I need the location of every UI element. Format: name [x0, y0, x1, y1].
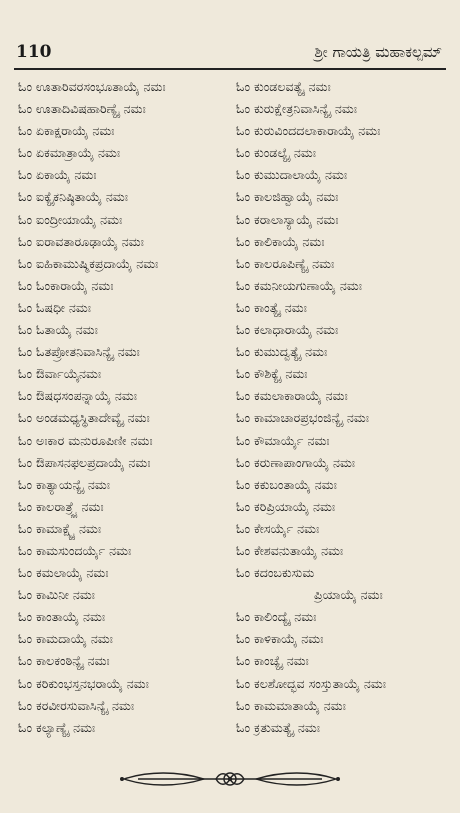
ornament-divider-icon — [118, 768, 342, 790]
right-list-item: ಓಂ ಕೇಸರ್ಯೈ ನಮಃ — [236, 520, 320, 536]
left-list-item: ಓಂ ಏಕಮಾತ್ರಾಯೈ ನಮಃ — [18, 145, 121, 161]
right-list-item: ಓಂ ಕುಮುದ್ವತ್ಯೈ ನಮಃ — [236, 344, 328, 360]
right-list-item: ಓಂ ಕುರುಕ್ಷೇತ್ರನಿವಾಸಿನ್ಯೈ ನಮಃ — [236, 101, 358, 117]
left-list-item: ಓಂ ಓಂಕಾರಾಯೈ ನಮಃ — [18, 277, 114, 293]
right-list-item: ಓಂ ಕಲಶೋದ್ಭವ ಸಂಸ್ತುತಾಯೈ ನಮಃ — [236, 675, 386, 691]
left-list-item: ಓಂ ಏಕಾಯೈ ನಮಃ — [18, 167, 97, 183]
left-list-item: ಓಂ ಐಕ್ಯೈಕನಿಷ್ಠಿತಾಯೈ ನಮಃ — [18, 189, 128, 205]
left-list-item: ಓಂ ಕಮಲಾಯೈ ನಮಃ — [18, 565, 109, 581]
right-list-item: ಓಂ ಕಾಮಾಚಾರಪ್ರಭಂಜಿನ್ಯೈ ನಮಃ — [236, 410, 370, 426]
right-list-item: ಓಂ ಕಾಂಚ್ಯೈ ನಮಃ — [236, 653, 309, 669]
right-list-item: ಓಂ ಕರಿಪ್ರಿಯಾಯೈ ನಮಃ — [236, 498, 336, 514]
right-list-item: ಓಂ ಕುಂಡಲವತ್ಯೈ ನಮಃ — [236, 79, 331, 94]
right-list-item: ಓಂ ಕರಾಲಾಸ್ಯಾಯೈ ನಮಃ — [236, 211, 339, 227]
left-list-item: ಓಂ ಓತಪ್ರೋತನಿವಾಸಿನ್ಯೈ ನಮಃ — [18, 344, 140, 360]
right-list-item: ಓಂ ಕುರುವಿಂದದಲಾಕಾರಾಯೈ ನಮಃ — [236, 123, 381, 139]
right-list-item: ಓಂ ಕಕುಬಂತಾಯೈ ನಮಃ — [236, 476, 337, 492]
page-header — [14, 40, 446, 66]
left-list-item: ಓಂ ಕರವೀರಸುವಾಸಿನ್ಯೈ ನಮಃ — [18, 697, 135, 713]
right-list-item: ಓಂ ಕರುಣಾಪಾಂಗಾಯೈ ನಮಃ — [236, 454, 356, 470]
right-list-item: ಓಂ ಕಾಲರೂಪಿಣ್ಯೈ ನಮಃ — [236, 255, 335, 271]
right-list-item: ಓಂ ಕಾಲಿಂದ್ಯೈ ನಮಃ — [236, 609, 317, 625]
right-list-item: ಓಂ ಕಾಳಿಕಾಯೈ ನಮಃ — [236, 631, 324, 647]
left-list-item: ಓಂ ಕಲ್ಯಾಣ್ಯೈ ನಮಃ — [18, 719, 96, 735]
left-list-item: ಓಂ ಕಾಂತಾಯೈ ನಮಃ — [18, 609, 106, 625]
right-list-item: ಓಂ ಕೌಶಿಕ್ಯೈ ನಮಃ — [236, 366, 308, 382]
right-list-item: ಓಂ ಕಾಲಜಿಹ್ವಾಯೈ ನಮಃ — [236, 189, 339, 205]
right-list-item: ಓಂ ಕೌಮಾರ್ಯೈ ನಮಃ — [236, 432, 330, 448]
left-list-item: ಓಂ ಏಕಾಕ್ಷರಾಯೈ ನಮಃ — [18, 123, 115, 139]
right-list-item: ಓಂ ಕಾಲಿಕಾಯೈ ನಮಃ — [236, 233, 325, 249]
left-list-item: ಓಂ ಔಪಾಸನಫಲಪ್ರದಾಯೈ ನಮಃ — [18, 454, 151, 470]
right-list-item: ಓಂ ಕಲಾಧಾರಾಯೈ ನಮಃ — [236, 322, 339, 338]
left-list-item: ಓಂ ಕರಿಕುಂಭಸ್ತನಭರಾಯೈ ನಮಃ — [18, 675, 149, 691]
left-list-item: ಓಂ ಕಾಮದಾಯೈ ನಮಃ — [18, 631, 113, 647]
page-number: 110 — [16, 42, 52, 62]
right-list-item: ಓಂ ಕಮನೀಯಗುಣಾಯೈ ನಮಃ — [236, 277, 362, 293]
right-list-item: ಓಂ ಕಮಲಾಕಾರಾಯೈ ನಮಃ — [236, 388, 348, 404]
running-title: ಶ್ರೀ ಗಾಯತ್ರಿ ಮಹಾಕಲ್ಪಮ್ — [314, 43, 442, 61]
left-list-item: ಓಂ ಕಾಮಾಕ್ಷ್ಯೈ ನಮಃ — [18, 520, 102, 536]
right-list-item: ಓಂ ಕಾಂತ್ಯೈ ನಮಃ — [236, 299, 307, 315]
left-list-item: ಓಂ ಅಃಕಾರ ಮನುರೂಪಿಣೀ ನಮಃ — [18, 432, 153, 448]
left-list-item: ಓಂ ಓಷಧೀ ನಮಃ — [18, 299, 91, 315]
left-list-item: ಓಂ ಔಷಧಸಂಪನ್ನಾಯೈ ನಮಃ — [18, 388, 138, 404]
left-list-item: ಓಂ ಐರಾವತಾರೂಢಾಯೈ ನಮಃ — [18, 233, 144, 249]
right-list-item: ಓಂ ಕಾಮಮಾತಾಯೈ ನಮಃ — [236, 697, 346, 713]
left-list-item: ಓಂ ಅಂಡಮಧ್ಯಸ್ಥಿತಾದೇವ್ಯೈ ನಮಃ — [18, 410, 150, 426]
right-column — [236, 76, 454, 739]
right-list-item: ಓಂ ಕ್ರತುಮತ್ಯೈ ನಮಃ — [236, 719, 321, 735]
right-list-item: ಪ್ರಿಯಾಯೈ ನಮಃ — [314, 587, 383, 603]
left-list-item: ಓಂ ಕಾಮಿನೀ ನಮಃ — [18, 587, 95, 603]
right-list-item: ಓಂ ಕುಂಡಲ್ಯೈ ನಮಃ — [236, 145, 316, 161]
left-column — [18, 76, 236, 739]
header-rule — [14, 68, 446, 70]
left-list-item: ಓಂ ಔರ್ವಾಯೈನಮಃ — [18, 366, 102, 382]
left-list-item: ಓಂ ಊತಾರಿವರಸಂಭೂತಾಯೈ ನಮಃ — [18, 79, 166, 94]
left-list-item: ಓಂ ಕಾಮಸುಂದರ್ಯೈ ನಮಃ — [18, 542, 132, 558]
right-list-item: ಓಂ ಕದಂಬಕುಸುಮ — [236, 565, 315, 581]
left-list-item: ಓಂ ಕಾಲರಾತ್ರ್ಯೈ ನಮಃ — [18, 498, 104, 514]
left-list-item: ಓಂ ಕಾತ್ಯಾಯನ್ಯೈ ನಮಃ — [18, 476, 110, 492]
left-list-item: ಓಂ ಐಂದ್ರೀಯಾಯೈ ನಮಃ — [18, 211, 123, 227]
left-list-item: ಓಂ ಓತಾಯೈ ನಮಃ — [18, 322, 98, 338]
left-list-item: ಓಂ ಊತಾದಿವಿಷಹಾರಿಣ್ಯೈ ನಮಃ — [18, 101, 146, 117]
right-list-item: ಓಂ ಕುಮುದಾಲಾಯೈ ನಮಃ — [236, 167, 348, 183]
right-list-item: ಓಂ ಕೇಶವನುತಾಯೈ ನಮಃ — [236, 542, 344, 558]
left-list-item: ಓಂ ಐಹಿಕಾಮುಷ್ಮಿಕಪ್ರದಾಯೈ ನಮಃ — [18, 255, 159, 271]
left-list-item: ಓಂ ಕಾಲಕಂಠಿನ್ಯೈ ನಮಃ — [18, 653, 110, 669]
